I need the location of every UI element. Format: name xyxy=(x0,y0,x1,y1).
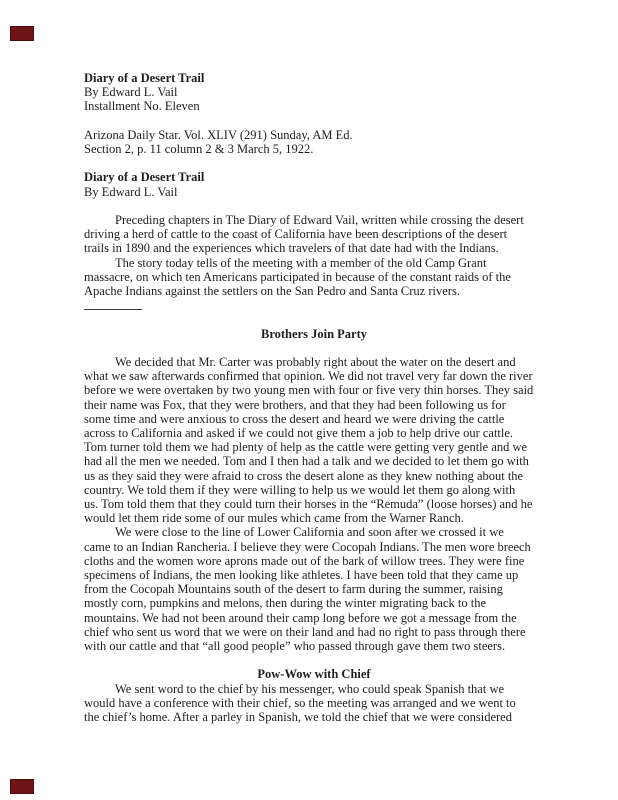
header-block xyxy=(84,71,554,114)
body-paragraph xyxy=(84,525,554,653)
intro-paragraph xyxy=(84,213,554,256)
byline-repeat: By Edward L. Vail xyxy=(84,184,178,199)
text-line: We decided that Mr. Carter was probably right about the water on the desert and xyxy=(115,354,516,369)
text-line: us as they said they were afraid to cross the desert alone as they knew nothing about the xyxy=(84,468,524,483)
text-line: driving a herd of cattle to the coast of California have been descriptions of the desert xyxy=(84,227,508,242)
text-line: The story today tells of the meeting with a member of the old Camp Grant xyxy=(115,255,487,270)
text-line: mostly corn, pumpkins and melons, then during the winter migrating back to the xyxy=(84,596,487,611)
text-line: country. We told them if they were willing to help us we would let them go along with xyxy=(84,482,516,497)
body-paragraph xyxy=(84,682,554,725)
text-line: would let them ride some of our mules which came from the Warner Ranch. xyxy=(84,511,464,526)
source-line-2: Section 2, p. 11 column 2 & 3 March 5, 1922. xyxy=(84,142,314,156)
text-line: across to California and asked if we could not give them a job to help drive our cattle. xyxy=(84,425,514,440)
document-title-repeat: Diary of a Desert Trail xyxy=(84,170,205,185)
byline: By Edward L. Vail xyxy=(84,85,178,100)
intro-paragraph xyxy=(84,256,554,299)
text-line: specimens of Indians, the men looking like athletes. I have been told that they came up xyxy=(84,568,519,583)
page-corner-mark-bottom xyxy=(10,779,34,794)
text-line: us. Tom told them that they could turn their horses in the “Remuda” (loose horses) and he xyxy=(84,497,533,511)
text-line: We sent word to the chief by his messenger, who could speak Spanish that we xyxy=(115,681,505,696)
text-line: their name was Fox, that they were brothers, and that they had been following us for xyxy=(84,397,506,412)
text-line: from the Cocopah Mountains south of the desert to farm during the summer, raising xyxy=(84,582,503,597)
divider-rule-line xyxy=(84,309,142,310)
text-line: before we were overtaken by two young men with four or five very thin horses. They said xyxy=(84,383,534,398)
text-line: with our cattle and that “all good people” who passed through gave them two steers. xyxy=(84,639,506,654)
body-paragraph xyxy=(84,355,554,525)
document-title: Diary of a Desert Trail xyxy=(84,71,205,85)
page-corner-mark-top xyxy=(10,26,34,41)
text-line: cloths and the women wore aprons made out of the bark of willow trees. They were fine xyxy=(84,553,525,568)
text-line: Apache Indians against the settlers on the San Pedro and Santa Cruz rivers. xyxy=(84,284,460,298)
text-line: We were close to the line of Lower California and soon after we crossed it we xyxy=(115,525,504,540)
text-line: some time and were anxious to cross the desert and heard we were driving the cattle xyxy=(84,411,505,426)
source-line-1: Arizona Daily Star. Vol. XLIV (291) Sunday, AM Ed. xyxy=(84,127,353,142)
text-line: the chief’s home. After a parley in Spanish, we told the chief that we were considered xyxy=(84,710,512,725)
text-line: had all the men we needed. Tom and I then had a talk and we decided to let them go with xyxy=(84,454,529,469)
text-line: would have a conference with their chief, so the meeting was arranged and we went to xyxy=(84,695,516,710)
installment-line: Installment No. Eleven xyxy=(84,99,200,114)
text-line: chief who sent us word that we were on their land and had no right to pass through there xyxy=(84,624,526,639)
title-repeat-block xyxy=(84,170,554,198)
text-line: came to an Indian Rancheria. I believe they were Cocopah Indians. The men wore breech xyxy=(84,539,531,554)
text-line: Tom turner told them we had plenty of help as the cattle were getting very gentle and we xyxy=(84,440,528,455)
section-heading: Pow-Wow with Chief xyxy=(257,667,371,682)
text-line: massacre, on which ten Americans participated in because of the constant raids of the xyxy=(84,269,511,284)
text-line: trails in 1890 and the experiences which travelers of that date had with the Indians. xyxy=(84,241,499,256)
text-line: mountains. We had not been around their camp long before we got a message from the xyxy=(84,610,517,625)
text-line: what we saw afterwards confirmed that opinion. We did not travel very far down the river xyxy=(84,369,533,384)
text-line: Preceding chapters in The Diary of Edward Vail, written while crossing the desert xyxy=(115,212,524,227)
divider-rule xyxy=(84,298,554,312)
section-heading: Brothers Join Party xyxy=(260,326,367,341)
source-citation-block xyxy=(84,128,554,156)
